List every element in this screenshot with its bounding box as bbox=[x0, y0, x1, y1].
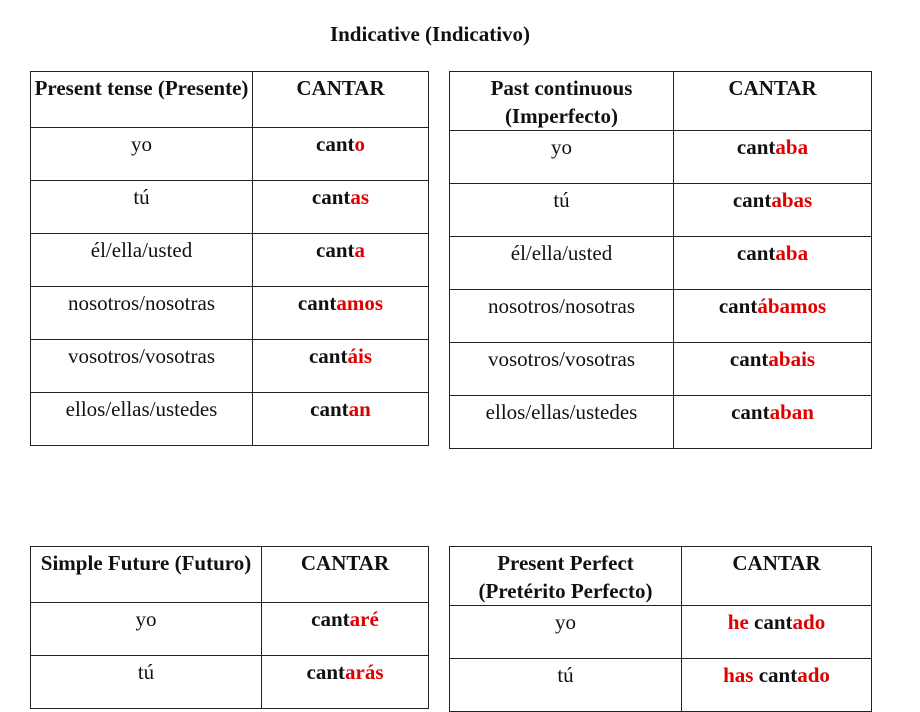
highlighted-ending: he bbox=[727, 610, 755, 634]
conjugation-cell bbox=[253, 181, 429, 234]
highlighted-ending: áis bbox=[347, 344, 372, 368]
pronoun-cell: vosotros/vosotras bbox=[31, 340, 253, 393]
conjugation-cell bbox=[262, 603, 429, 656]
verb-header: CANTAR bbox=[674, 72, 872, 131]
table-row bbox=[450, 659, 872, 712]
pronoun-cell: él/ella/usted bbox=[31, 234, 253, 287]
table-row bbox=[450, 343, 872, 396]
verb-stem: cant bbox=[308, 344, 348, 368]
conjugation-table bbox=[30, 546, 429, 709]
pronoun-cell: ellos/ellas/ustedes bbox=[31, 393, 253, 446]
verb-stem: cant bbox=[311, 185, 351, 209]
pronoun-cell: ellos/ellas/ustedes bbox=[450, 396, 674, 449]
highlighted-ending: abas bbox=[771, 188, 813, 212]
conjugation-cell bbox=[674, 184, 872, 237]
table-row bbox=[450, 396, 872, 449]
page-title: Indicative (Indicativo) bbox=[329, 22, 531, 46]
conjugation-cell bbox=[674, 343, 872, 396]
conjugation-table bbox=[449, 546, 872, 712]
conjugation-cell bbox=[674, 131, 872, 184]
pronoun-cell: yo bbox=[450, 606, 682, 659]
table-row bbox=[450, 290, 872, 343]
pronoun-cell: él/ella/usted bbox=[450, 237, 674, 290]
pronoun-cell: tú bbox=[450, 659, 682, 712]
verb-stem: cant bbox=[758, 663, 798, 687]
highlighted-ending: o bbox=[354, 132, 365, 156]
table-row bbox=[450, 237, 872, 290]
table-row bbox=[31, 287, 429, 340]
pronoun-cell: nosotros/nosotras bbox=[31, 287, 253, 340]
table-header-row bbox=[450, 72, 872, 131]
highlighted-ending: abais bbox=[768, 347, 816, 371]
highlighted-ending: aba bbox=[775, 135, 809, 159]
verb-stem: cant bbox=[754, 610, 793, 634]
verb-stem: cant bbox=[718, 294, 758, 318]
verb-stem: cant bbox=[316, 238, 355, 262]
tense-header: Present Perfect (Pretérito Perfecto) bbox=[450, 547, 682, 606]
conjugation-cell bbox=[674, 237, 872, 290]
highlighted-ending: ado bbox=[797, 663, 830, 687]
verb-stem: cant bbox=[316, 132, 355, 156]
pronoun-cell: tú bbox=[31, 181, 253, 234]
table-row bbox=[450, 184, 872, 237]
verb-stem: cant bbox=[729, 347, 769, 371]
highlighted-ending: aban bbox=[769, 400, 814, 424]
pronoun-cell: tú bbox=[450, 184, 674, 237]
verb-stem: cant bbox=[311, 607, 350, 631]
verb-stem: cant bbox=[736, 241, 776, 265]
verb-stem: cant bbox=[731, 400, 770, 424]
table-row bbox=[31, 603, 429, 656]
table-header-row bbox=[31, 547, 429, 603]
verb-header: CANTAR bbox=[682, 547, 872, 606]
conjugation-cell bbox=[674, 290, 872, 343]
table-row bbox=[31, 234, 429, 287]
pronoun-cell: yo bbox=[31, 128, 253, 181]
table-header-row bbox=[450, 547, 872, 606]
highlighted-ending: ado bbox=[792, 610, 826, 634]
conjugation-cell bbox=[253, 128, 429, 181]
verb-stem: cant bbox=[306, 660, 345, 684]
highlighted-ending: as bbox=[350, 185, 370, 209]
conjugation-cell bbox=[253, 340, 429, 393]
verb-stem: cant bbox=[732, 188, 772, 212]
tense-header: Simple Future (Futuro) bbox=[31, 547, 262, 603]
conjugation-cell bbox=[682, 659, 872, 712]
table-row bbox=[31, 128, 429, 181]
table-row bbox=[31, 656, 429, 709]
highlighted-ending: arás bbox=[345, 660, 384, 684]
verb-stem: cant bbox=[297, 291, 337, 315]
verb-header: CANTAR bbox=[262, 547, 429, 603]
verb-stem: cant bbox=[310, 397, 349, 421]
tense-header: Present tense (Presente) bbox=[31, 72, 253, 128]
conjugation-cell bbox=[253, 234, 429, 287]
highlighted-ending: aba bbox=[775, 241, 809, 265]
highlighted-ending: has bbox=[723, 663, 759, 687]
pronoun-cell: tú bbox=[31, 656, 262, 709]
highlighted-ending: ábamos bbox=[757, 294, 827, 318]
verb-stem: cant bbox=[736, 135, 776, 159]
table-row bbox=[450, 131, 872, 184]
conjugation-cell bbox=[253, 287, 429, 340]
table-header-row bbox=[31, 72, 429, 128]
table-row bbox=[31, 393, 429, 446]
conjugation-cell bbox=[253, 393, 429, 446]
conjugation-cell bbox=[682, 606, 872, 659]
table-row bbox=[31, 340, 429, 393]
highlighted-ending: amos bbox=[336, 291, 384, 315]
verb-header: CANTAR bbox=[253, 72, 429, 128]
tense-header: Past continuous (Imperfecto) bbox=[450, 72, 674, 131]
conjugation-cell bbox=[674, 396, 872, 449]
table-row bbox=[450, 606, 872, 659]
table-row bbox=[31, 181, 429, 234]
conjugation-table bbox=[30, 71, 429, 446]
pronoun-cell: yo bbox=[31, 603, 262, 656]
highlighted-ending: an bbox=[348, 397, 371, 421]
conjugation-cell bbox=[262, 656, 429, 709]
highlighted-ending: aré bbox=[349, 607, 379, 631]
highlighted-ending: a bbox=[354, 238, 365, 262]
pronoun-cell: yo bbox=[450, 131, 674, 184]
pronoun-cell: nosotros/nosotras bbox=[450, 290, 674, 343]
conjugation-table bbox=[449, 71, 872, 449]
pronoun-cell: vosotros/vosotras bbox=[450, 343, 674, 396]
